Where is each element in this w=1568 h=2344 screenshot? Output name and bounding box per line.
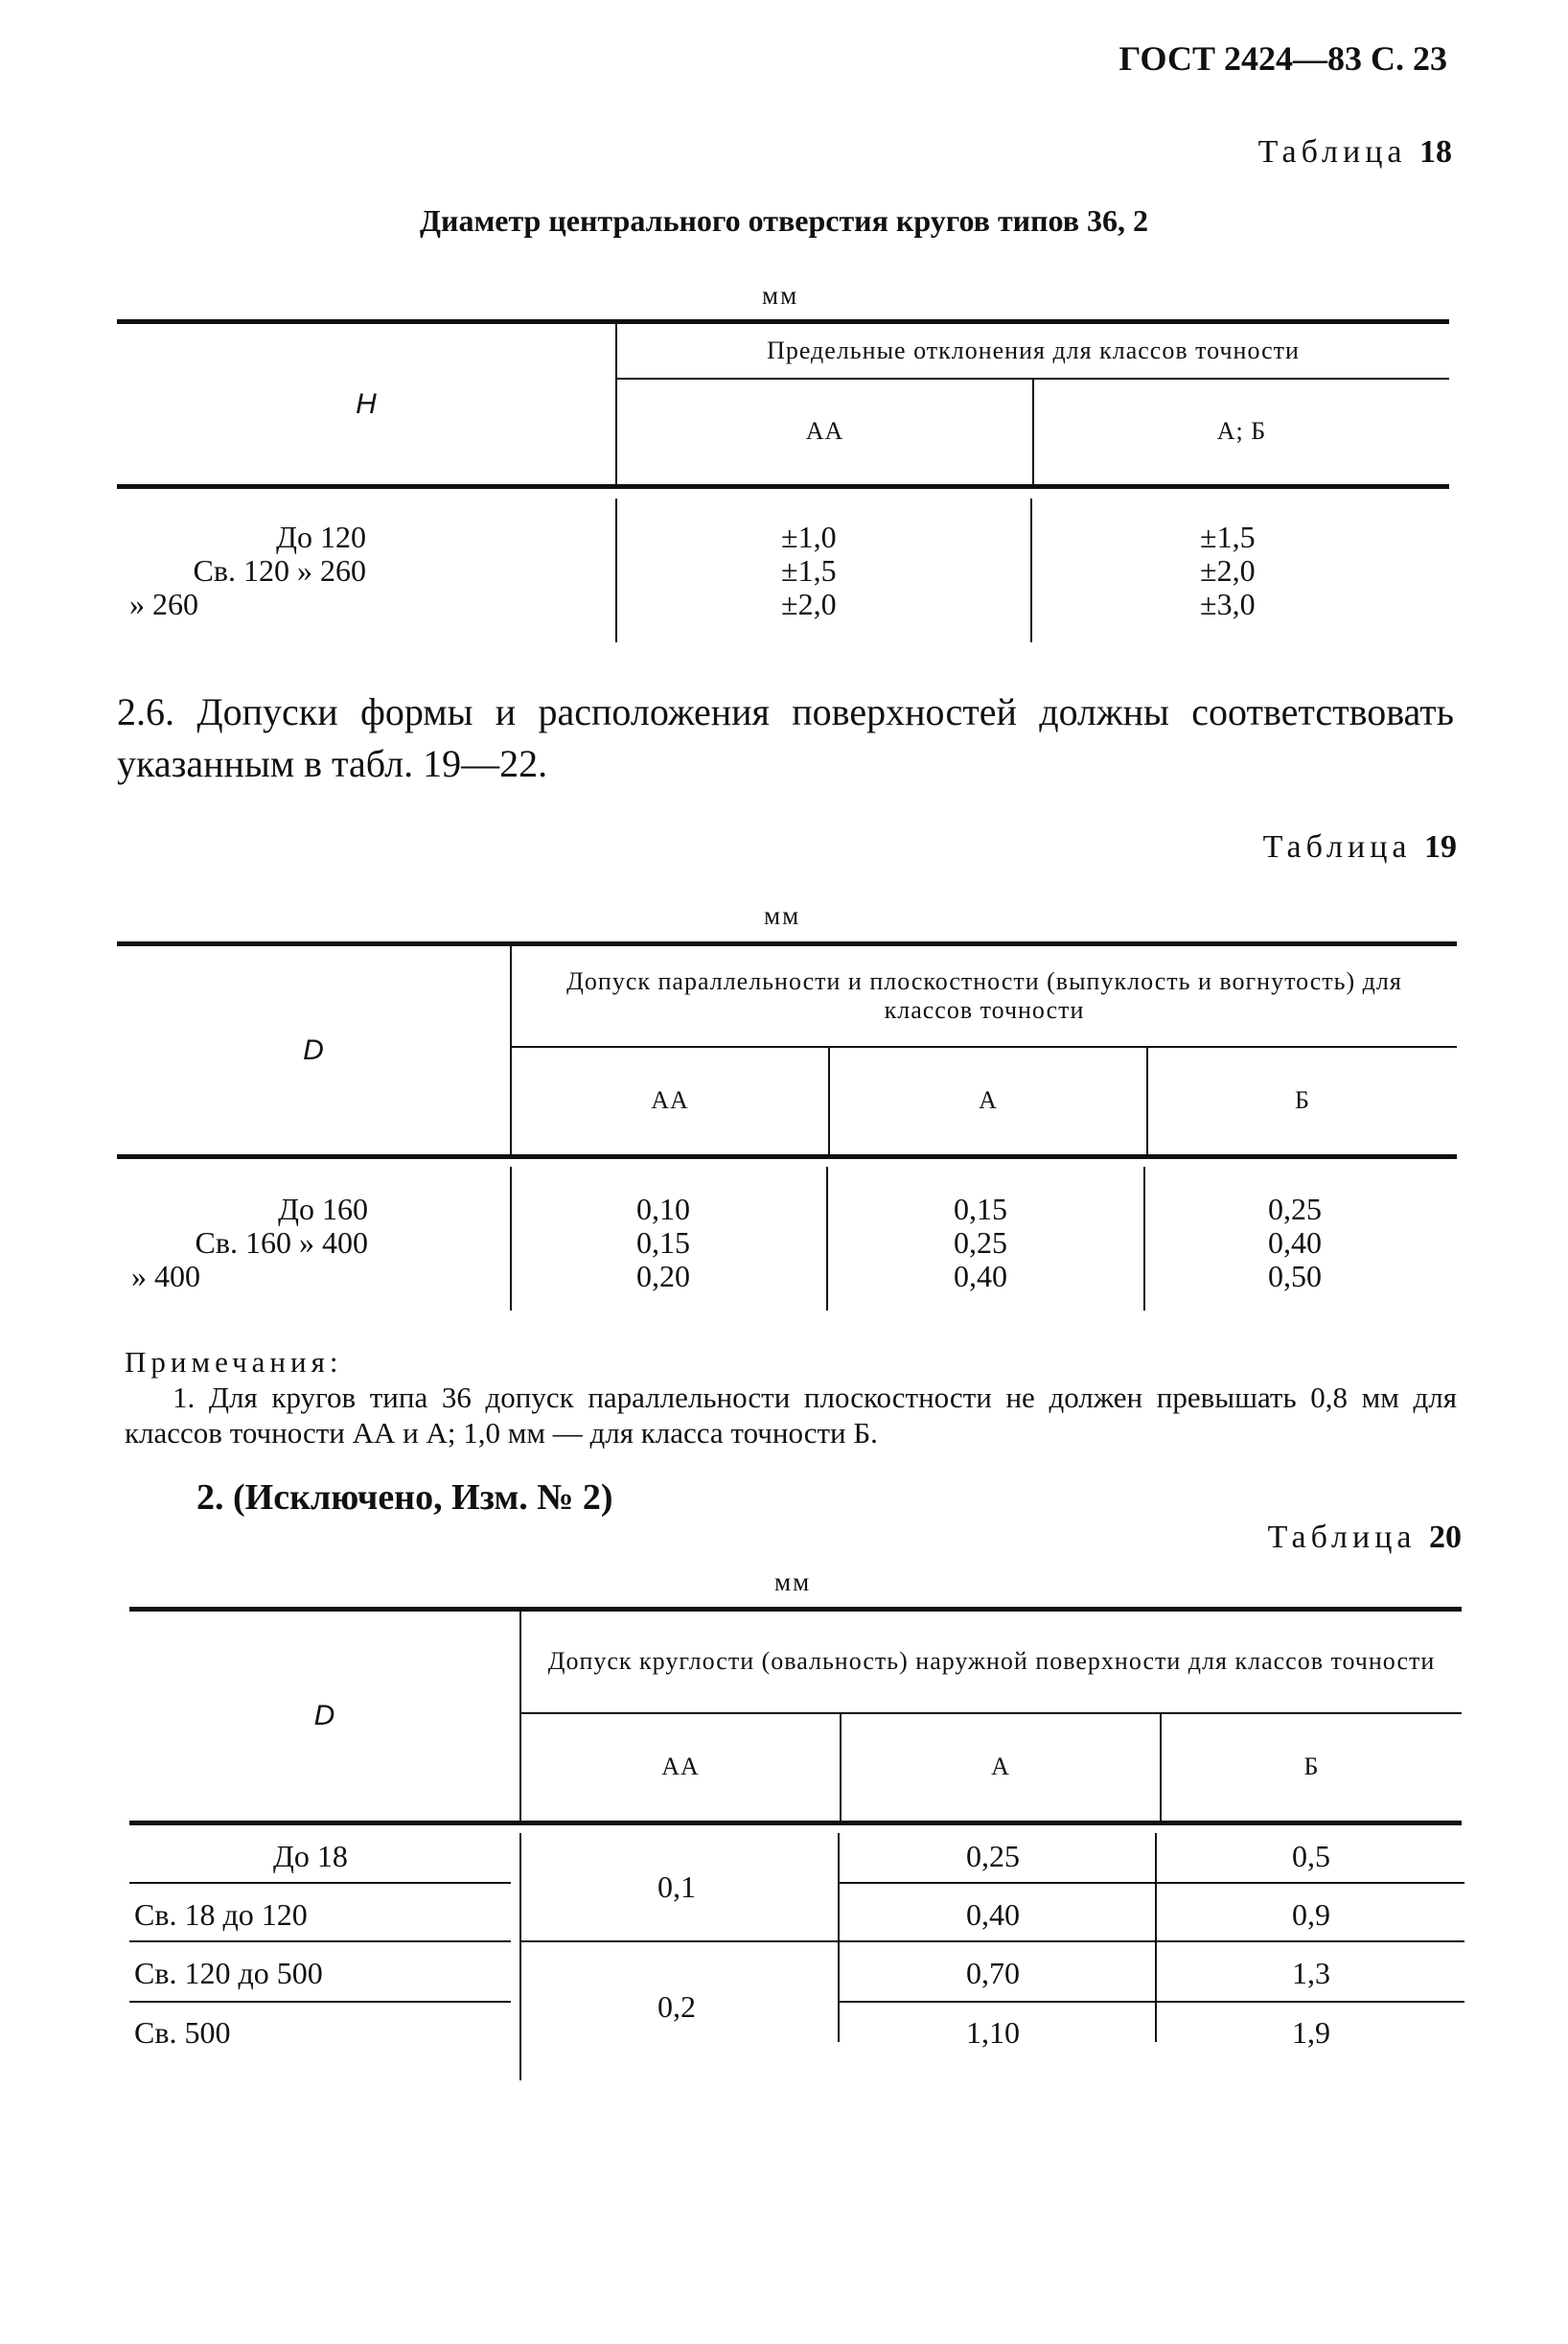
table18-caption bbox=[958, 134, 1452, 171]
table20-divider bbox=[1155, 1833, 1157, 2042]
table19 bbox=[117, 941, 1457, 1159]
table20-cell: 0,5 bbox=[1292, 1839, 1330, 1873]
table18-cell: ±1,0 bbox=[781, 520, 837, 554]
table18-class-header: А; Б bbox=[1033, 379, 1449, 487]
table20-aa-merged-cell: 0,1 bbox=[657, 1869, 696, 1904]
table19-b-column bbox=[1268, 1193, 1322, 1293]
table20-cell: 0,25 bbox=[966, 1839, 1020, 1873]
table18-divider bbox=[615, 499, 617, 642]
table18-param-header: H bbox=[117, 322, 616, 487]
table19-caption-number: 19 bbox=[1424, 829, 1457, 865]
table18-cell: ±1,5 bbox=[1200, 520, 1256, 554]
table18-cell: ±1,5 bbox=[781, 553, 837, 588]
table20-row-label: Св. 500 bbox=[134, 2015, 231, 2050]
table19-group-header: Допуск параллельности и плоскостности (выпуклость и вогнутость) для классов точности bbox=[511, 944, 1457, 1047]
table20-divider bbox=[519, 1833, 521, 2080]
table20-class-header: А bbox=[841, 1713, 1161, 1823]
table20-row-rule bbox=[840, 2001, 1464, 2003]
table20-group-header: Допуск круглости (овальность) наружной поверхности для классов точности bbox=[520, 1610, 1462, 1713]
table19-class-header: А bbox=[829, 1047, 1147, 1157]
table18-row-label: Св. 120 » 260 bbox=[193, 553, 366, 588]
notes-block bbox=[125, 1344, 1457, 1450]
note-2-excluded: 2. (Исключено, Изм. № 2) bbox=[196, 1477, 613, 1518]
table19-cell: 0,15 bbox=[636, 1225, 690, 1260]
table20-divider bbox=[838, 1833, 840, 2042]
table19-row-label: » 400 bbox=[131, 1259, 200, 1293]
table20-class-header: АА bbox=[520, 1713, 841, 1823]
table20-unit: мм bbox=[774, 1567, 812, 1596]
table19-row-label: Св. 160 » 400 bbox=[195, 1225, 368, 1260]
table20-cell: 0,9 bbox=[1292, 1897, 1330, 1932]
table20-class-header: Б bbox=[1161, 1713, 1462, 1823]
table18-unit: мм bbox=[762, 281, 799, 310]
table20-row-label: Св. 18 до 120 bbox=[134, 1897, 308, 1932]
table20-row-rule bbox=[129, 1940, 511, 1942]
table20-cell: 1,10 bbox=[966, 2015, 1020, 2050]
table20-row-rule bbox=[129, 1882, 511, 1884]
table19-cell: 0,40 bbox=[954, 1259, 1007, 1293]
table19-unit: мм bbox=[764, 901, 801, 930]
table20-cell: 1,9 bbox=[1292, 2015, 1330, 2050]
table19-a-column bbox=[954, 1193, 1007, 1293]
table19-label-column bbox=[117, 1193, 368, 1293]
notes-title: Примечания: bbox=[125, 1345, 343, 1379]
table18-cell: ±3,0 bbox=[1200, 587, 1256, 621]
table18-caption-word: Таблица bbox=[1257, 134, 1407, 170]
table18-aa-column bbox=[781, 521, 837, 621]
table18-divider bbox=[1030, 499, 1032, 642]
table19-param-header: D bbox=[117, 944, 511, 1157]
table20-row-rule bbox=[840, 1882, 1464, 1884]
table19-caption-word: Таблица bbox=[1262, 829, 1412, 865]
table19-class-header: АА bbox=[511, 1047, 829, 1157]
table20-cell: 0,40 bbox=[966, 1897, 1020, 1932]
table20 bbox=[129, 1607, 1462, 1825]
table20-row-label: До 18 bbox=[273, 1839, 348, 1873]
table18-caption-number: 18 bbox=[1419, 134, 1452, 170]
table18-row-label: До 120 bbox=[276, 520, 366, 554]
table18-cell: ±2,0 bbox=[781, 587, 837, 621]
table18-label-column bbox=[117, 521, 366, 621]
table19-cell: 0,40 bbox=[1268, 1225, 1322, 1260]
note-1: 1. Для кругов типа 36 допуск параллельности плоскостности не должен превышать 0,8 мм для классов точности АА и А; 1,0 мм — для класса точности Б. bbox=[125, 1381, 1457, 1450]
table18-row-label: » 260 bbox=[129, 587, 198, 621]
table20-row-label: Св. 120 до 500 bbox=[134, 1956, 323, 1990]
table20-param-header: D bbox=[129, 1610, 520, 1823]
table18-class-header: АА bbox=[616, 379, 1033, 487]
table19-cell: 0,25 bbox=[954, 1225, 1007, 1260]
table19-cell: 0,15 bbox=[954, 1192, 1007, 1226]
table20-caption-number: 20 bbox=[1429, 1520, 1462, 1555]
table19-cell: 0,25 bbox=[1268, 1192, 1322, 1226]
table19-cell: 0,10 bbox=[636, 1192, 690, 1226]
table20-caption-word: Таблица bbox=[1267, 1520, 1417, 1555]
table18-title: Диаметр центрального отверстия кругов типов 36, 2 bbox=[419, 203, 1149, 238]
table19-cell: 0,50 bbox=[1268, 1259, 1322, 1293]
table19-divider bbox=[826, 1167, 828, 1311]
table20-row-rule bbox=[129, 2001, 511, 2003]
table18 bbox=[117, 319, 1449, 489]
table20-cell: 1,3 bbox=[1292, 1956, 1330, 1990]
table19-row-label: До 160 bbox=[278, 1192, 368, 1226]
table18-cell: ±2,0 bbox=[1200, 553, 1256, 588]
table19-divider bbox=[510, 1167, 512, 1311]
table20-caption bbox=[958, 1520, 1462, 1556]
table19-caption bbox=[958, 829, 1457, 866]
document-header: ГОСТ 2424—83 С. 23 bbox=[1118, 39, 1447, 78]
table19-cell: 0,20 bbox=[636, 1259, 690, 1293]
table20-row-rule bbox=[519, 1940, 838, 1942]
table19-aa-column bbox=[636, 1193, 690, 1293]
table20-cell: 0,70 bbox=[966, 1956, 1020, 1990]
table18-group-header: Предельные отклонения для классов точности bbox=[616, 322, 1449, 379]
table18-ab-column bbox=[1200, 521, 1256, 621]
paragraph-2-6: 2.6. Допуски формы и расположения поверхностей должны соответствовать указанным в табл. 19—22. bbox=[117, 690, 1454, 785]
table20-row-rule bbox=[840, 1940, 1464, 1942]
table19-divider bbox=[1143, 1167, 1145, 1311]
table19-class-header: Б bbox=[1147, 1047, 1457, 1157]
table20-aa-merged-cell: 0,2 bbox=[657, 1989, 696, 2024]
